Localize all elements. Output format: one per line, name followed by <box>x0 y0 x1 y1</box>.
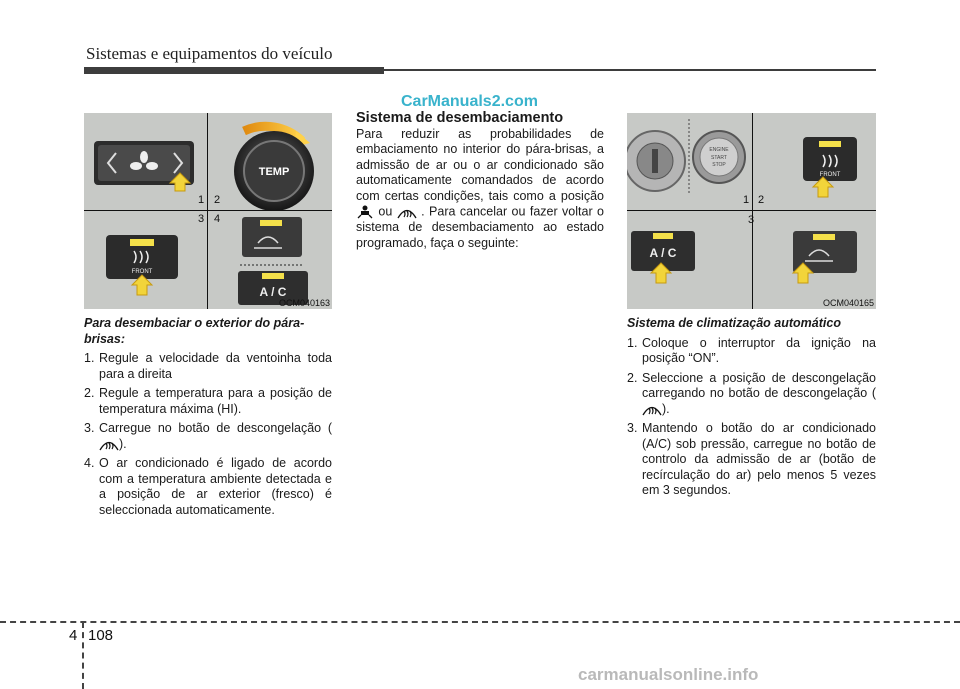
svg-text:TEMP: TEMP <box>258 166 290 178</box>
figure-code: OCM040165 <box>822 298 874 308</box>
callout-2: 2 <box>214 194 221 206</box>
callout-2: 2 <box>758 194 765 206</box>
right-subtitle: Sistema de climatização automático <box>627 316 841 330</box>
ignition-key-switch <box>627 131 685 191</box>
section-heading: Sistema de desembaciamento <box>356 110 564 126</box>
defrost-front-icon <box>99 437 119 451</box>
recirculation-button <box>242 217 302 257</box>
defrost-front-icon <box>642 402 662 416</box>
footer-rule <box>0 621 960 623</box>
list-item: 2. Seleccione a posição de descongelação carregando no botão de descongelação ( ). <box>627 370 876 416</box>
list-item: 1. Regule a velocidade da ventoinha toda para a direita <box>84 351 332 381</box>
defrost-front-button <box>803 137 857 181</box>
figure-right <box>627 113 876 309</box>
callout-1: 1 <box>743 194 750 206</box>
list-item: 4. O ar condicionado é ligado de acordo com a temperatura ambiente detectada e a posição de ar exterior (fresco) é seleccionada automaticamente. <box>84 456 332 517</box>
callout-3: 3 <box>748 214 755 226</box>
floor-windshield-mode-icon <box>356 204 374 220</box>
callout-3: 3 <box>198 213 205 225</box>
svg-text:START: START <box>711 155 727 161</box>
svg-text:STOP: STOP <box>712 162 726 168</box>
defrost-front-button <box>106 235 178 279</box>
header-rule <box>384 69 876 71</box>
watermark-top: CarManuals2.com <box>401 93 538 110</box>
list-item: 1. Coloque o interruptor da ignição na posição “ON”. <box>627 335 876 365</box>
callout-4: 4 <box>214 213 221 225</box>
chapter-number: 4 <box>69 627 78 644</box>
callout-1: 1 <box>198 194 205 206</box>
list-item: 2. Regule a temperatura para a posição de temperatura máxima (HI). <box>84 386 332 416</box>
footer-divider <box>82 622 84 689</box>
defrost-front-icon <box>397 205 417 219</box>
figure-left-illustration <box>84 113 332 309</box>
svg-text:FRONT: FRONT <box>819 172 841 178</box>
svg-text:ENGINE: ENGINE <box>709 147 729 153</box>
temp-knob <box>234 126 314 211</box>
intro-paragraph: Para reduzir as probabilidades de embaciamento no interior do pára-brisas, a admissão de ar ou o ar condicionado são automaticamente comandados de acordo com certas condições, tais como a posição ou . Para cancelar ou fazer voltar o sistema de desembaciamento ao estado programado, faça o seguinte: <box>356 126 604 250</box>
figure-left <box>84 113 332 309</box>
engine-start-stop-button <box>693 131 745 183</box>
page-number: 108 <box>88 627 114 644</box>
svg-text:A / C: A / C <box>259 285 287 299</box>
right-column <box>627 316 876 499</box>
svg-text:A / C: A / C <box>649 246 677 260</box>
figure-code: OCM040163 <box>278 298 330 308</box>
section-title: Sistemas e equipamentos do veículo <box>86 44 333 63</box>
left-column <box>84 316 332 518</box>
left-subtitle: Para desembaciar o exterior do pára-brisas: <box>84 316 305 346</box>
svg-text:FRONT: FRONT <box>131 269 153 275</box>
list-item: 3. Carregue no botão de descongelação ( ). <box>84 421 332 451</box>
list-item: 3. Mantendo o botão do ar condicionado (A/C) sob pressão, carregue no botão de controlo da admissão de ar (botão de recírculação do ar) pelo menos 5 vezes em 3 segundos. <box>627 421 876 497</box>
header-bar <box>84 67 384 74</box>
middle-column <box>356 111 604 251</box>
watermark-bottom: carmanualsonline.info <box>578 665 759 684</box>
